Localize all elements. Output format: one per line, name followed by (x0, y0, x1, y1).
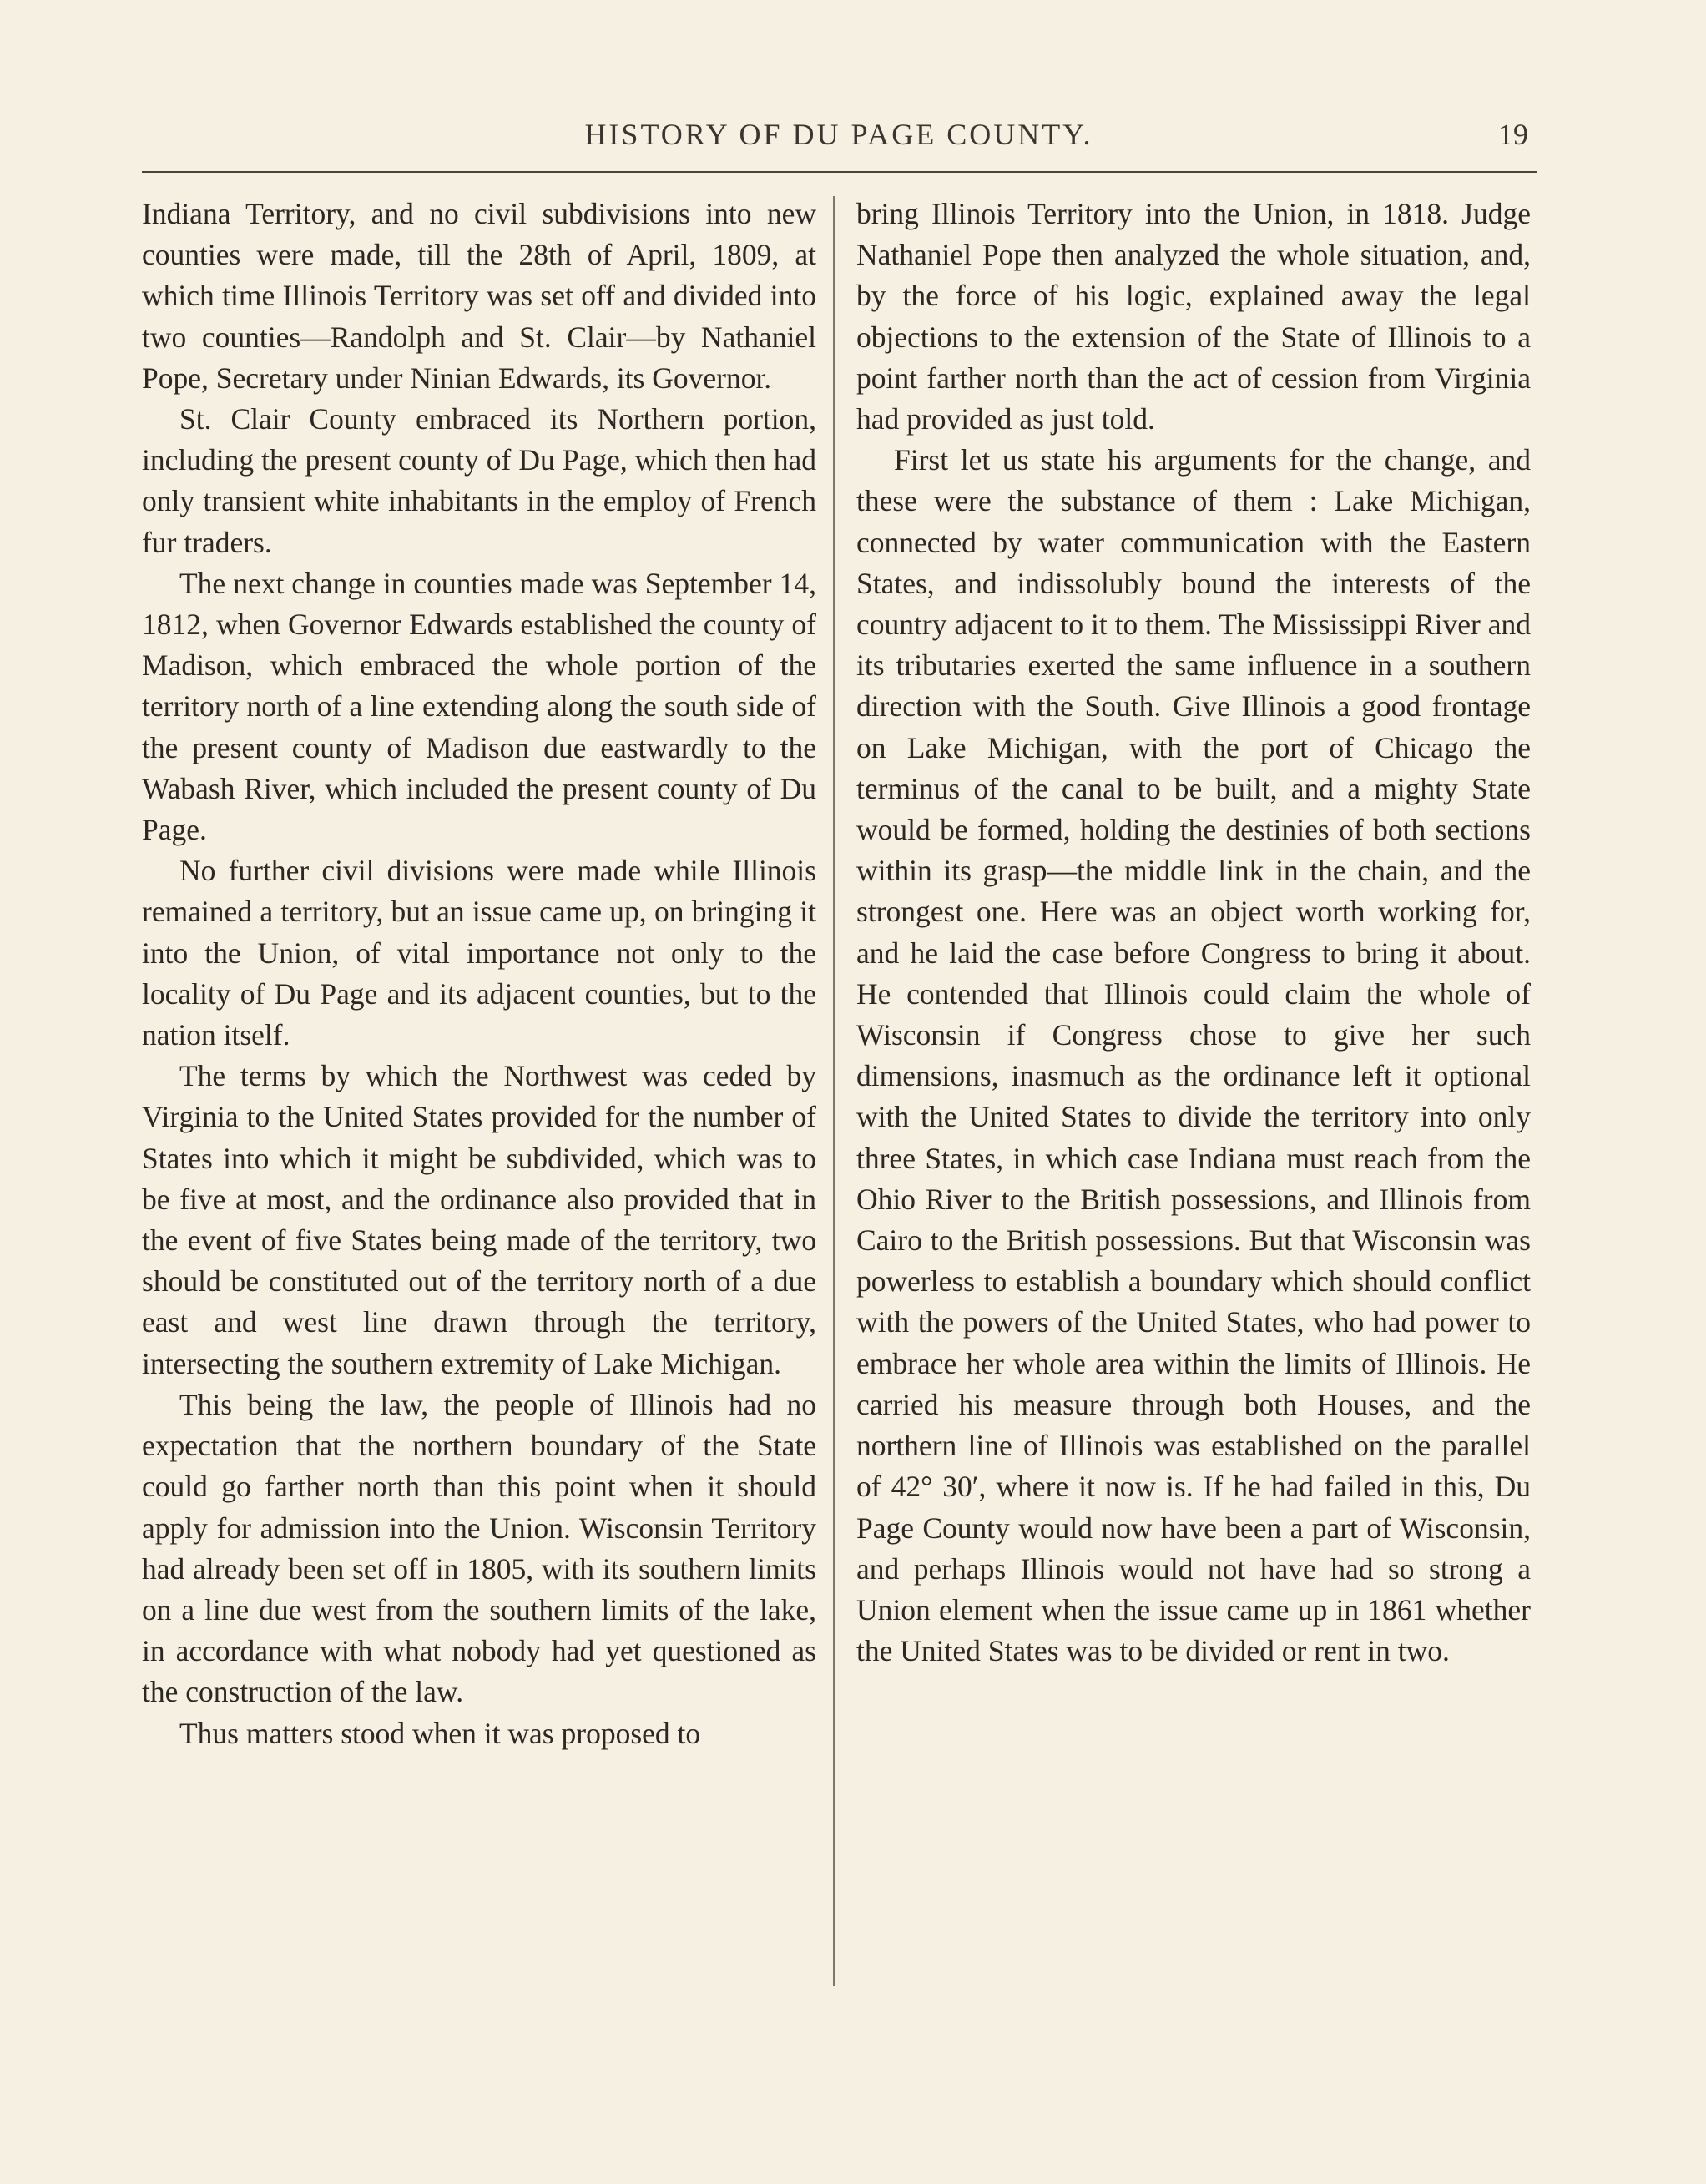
left-column (142, 194, 816, 1754)
running-title: HISTORY OF DU PAGE COUNTY. (584, 118, 1093, 151)
right-column (856, 194, 1531, 1672)
paragraph: Indiana Territory, and no civil subdivisions into new counties were made, till the 28th of April, 1809, at which time Illinois Territory was set off and divided into two counties—Randolph and St. Clair—by Nathaniel Pope, Secretary under Ninian Edwards, its Governor. (142, 197, 816, 395)
paragraph: The next change in counties made was September 14, 1812, when Governor Edwards established the county of Madison, which embraced the whole portion of the territory north of a line extending along the south side of the present county of Madison due eastwardly to the Wabash River, which included the present county of Du Page. (142, 566, 816, 847)
column-divider (833, 196, 835, 1986)
header-rule (142, 171, 1537, 173)
paragraph: This being the law, the people of Illinois had no expectation that the northern boundary of the State could go farther north than this point when it should apply for admission into the Union. Wisconsin Territory had already been set off in 1805, with its southern limits on a line due west from the southern limits of the lake, in accordance with what nobody had yet questioned as the construction of the law. (142, 1387, 816, 1709)
paragraph: The terms by which the Northwest was ceded by Virginia to the United States provided for the number of States into which it might be subdivided, which was to be five at most, and the ordinance also provided that in the event of five States being made of the territory, two should be constituted out of the territory north of a due east and west line drawn through the territory, intersecting the southern extremity of Lake Michigan. (142, 1059, 816, 1380)
page-header (138, 117, 1540, 170)
page-number: 19 (1498, 118, 1528, 151)
paragraph: Thus matters stood when it was proposed to (179, 1716, 701, 1750)
paragraph: No further civil divisions were made while Illinois remained a territory, but an issue came up, on bringing it into the Union, of vital importance not only to the locality of Du Page and its adjacent counties, but to the nation itself. (142, 854, 816, 1052)
paragraph: St. Clair County embraced its Northern portion, including the present county of Du Page, which then had only transient white inhabitants in the employ of French fur traders. (142, 402, 816, 559)
paragraph: bring Illinois Territory into the Union, in 1818. Judge Nathaniel Pope then analyzed the whole situation, and, by the force of his logic, explained away the legal objections to the extension of the State of Illinois to a point farther north than the act of cession from Virginia had provided as just told. (856, 197, 1531, 436)
paragraph: First let us state his arguments for the change, and these were the substance of them : Lake Michigan, connected by water communication with the Eastern States, and indissolubly bound the interests of the country adjacent to it to them. The Mississippi River and its tributaries exerted the same influence in a southern direction with the South. Give Illinois a good frontage on Lake Michigan, with the port of Chicago the terminus of the canal to be built, and a mighty State would be formed, holding the destinies of both sections within its grasp—the middle link in the chain, and the strongest one. Here was an object worth working for, and he laid the case before Congress to bring it about. He contended that Illinois could claim the whole of Wisconsin if Congress chose to give her such dimensions, inasmuch as the ordinance left it optional with the United States to divide the territory into only three States, in which case Indiana must reach from the Ohio River to the British possessions, and Illinois from Cairo to the British possessions. But that Wisconsin was powerless to establish a boundary which should conflict with the powers of the United States, who had power to embrace her whole area within the limits of Illinois. He carried his measure through both Houses, and the northern line of Illinois was established on the parallel of 42° 30′, where it now is. If he had failed in this, Du Page County would now have been a part of Wisconsin, and perhaps Illinois would not have had so strong a Union element when the issue came up in 1861 whether the United States was to be divided or rent in two. (856, 443, 1531, 1668)
